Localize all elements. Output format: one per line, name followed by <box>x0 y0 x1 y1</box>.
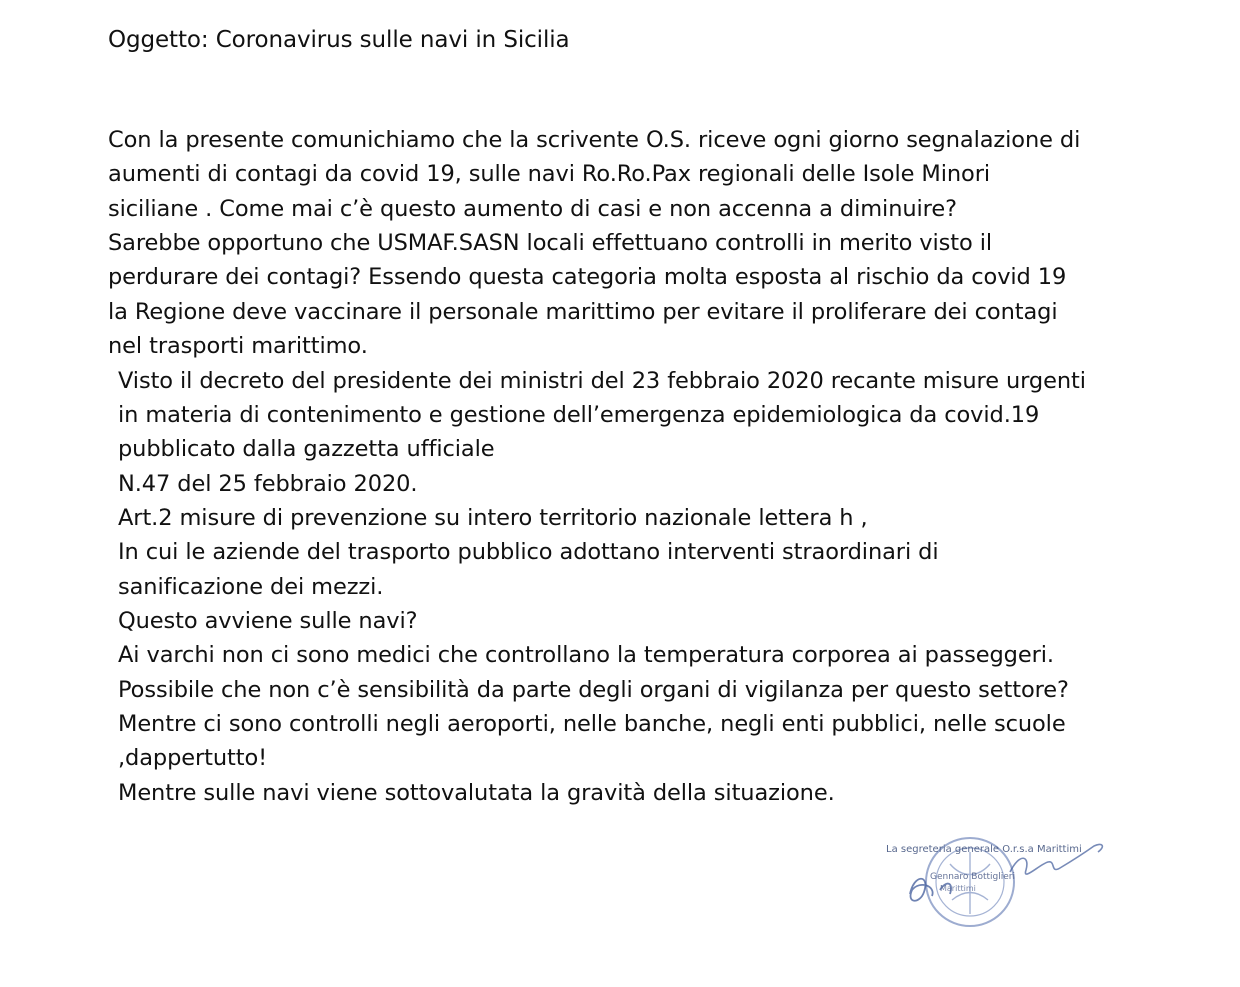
paragraph-2-line: N.47 del 25 febbraio 2020. <box>118 471 418 497</box>
paragraph-1-line: perdurare dei contagi? Essendo questa categoria molta esposta al rischio da covid 19 <box>108 264 1067 290</box>
paragraph-1-line: aumenti di contagi da covid 19, sulle navi Ro.Ro.Pax regionali delle Isole Minori <box>108 161 991 187</box>
paragraph-2-line: Possibile che non c’è sensibilità da parte degli organi di vigilanza per questo settore? <box>118 677 1069 703</box>
paragraph-2-line: ,dappertutto! <box>118 745 268 771</box>
paragraph-2-line: Mentre ci sono controlli negli aeroporti, nelle banche, negli enti pubblici, nelle scuole <box>118 711 1066 737</box>
paragraph-1-line: Sarebbe opportuno che USMAF.SASN locali effettuano controlli in merito visto il <box>108 230 993 256</box>
paragraph-1-line: siciliane . Come mai c’è questo aumento di casi e non accenna a diminuire? <box>108 196 957 222</box>
paragraph-2-line: Art.2 misure di prevenzione su intero territorio nazionale lettera h , <box>118 505 868 531</box>
paragraph-1-line: nel trasporti marittimo. <box>108 333 368 359</box>
signature-name: Gennaro Bottiglieri <box>930 872 1015 882</box>
paragraph-1-line: Con la presente comunichiamo che la scrivente O.S. riceve ogni giorno segnalazione di <box>108 127 1081 153</box>
paragraph-2-line: Visto il decreto del presidente dei ministri del 23 febbraio 2020 recante misure urgenti <box>118 368 1086 394</box>
signature-org: Marittimi <box>940 884 976 893</box>
paragraph-2-line: Ai varchi non ci sono medici che controllano la temperatura corporea ai passeggeri. <box>118 642 1054 668</box>
paragraph-2-line: Questo avviene sulle navi? <box>118 608 418 634</box>
paragraph-2-line: Mentre sulle navi viene sottovalutata la gravità della situazione. <box>118 780 835 806</box>
subject-line: Oggetto: Coronavirus sulle navi in Sicilia <box>108 27 570 53</box>
paragraph-2-line: pubblicato dalla gazzetta ufficiale <box>118 436 495 462</box>
signature-stamp <box>880 834 1110 934</box>
paragraph-2-line: in materia di contenimento e gestione dell’emergenza epidemiologica da covid.19 <box>118 402 1040 428</box>
paragraph-2-line: sanificazione dei mezzi. <box>118 574 384 600</box>
signature-caption: La segreteria generale O.r.s.a Marittimi <box>886 844 1082 855</box>
paragraph-2-line: In cui le aziende del trasporto pubblico adottano interventi straordinari di <box>118 539 939 565</box>
paragraph-1-line: la Regione deve vaccinare il personale marittimo per evitare il proliferare dei contagi <box>108 299 1058 325</box>
